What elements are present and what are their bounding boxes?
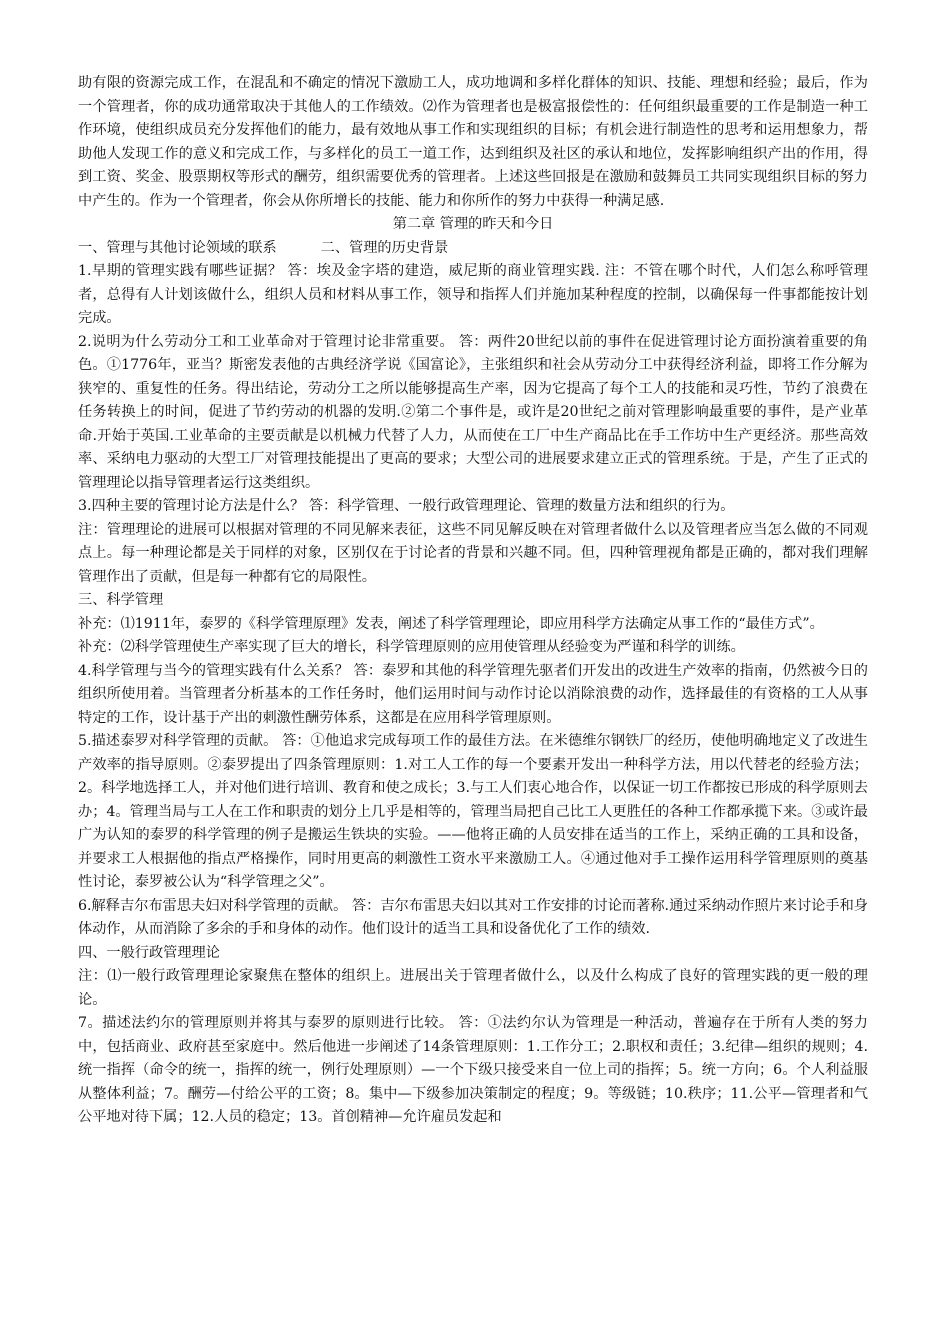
question-2: 2.说明为什么劳动分工和工业革命对于管理讨论非常重要。 答：两件20世纪以前的事件在促进管理讨论方面扮演着重要的角色。①1776年，亚当？斯密发表他的古典经济学说《国富论》，主张组织和社会从劳动分工中获得经济利益，即将工作分解为狭窄的、重复性的任务。得出结论，劳动分工之所以能够提高生产率，因为它提高了每个工人的技能和灵巧性，节约了浪费在任务转换上的时间，促进了节约劳动的机器的发明.②第二个事件是，或许是20世纪之前对管理影响最重要的事件，是产业革命.开始于英国.工业革命的主要贡献是以机械力代替了人力，从而使在工厂中生产商品比在手工作坊中生产更经济。那些高效率、采纳电力驱动的大型工厂对管理技能提出了更高的要求；大型公司的进展要求建立正式的管理系统。于是，产生了正式的管理理论以指导管理者运行这类组织。 [78,333,868,491]
chapter-title: 第二章 管理的昨天和今日 [392,216,554,232]
paragraph-intro: 助有限的资源完成工作，在混乱和不确定的情况下激励工人，成功地调和多样化群体的知识、技能、理想和经验；最后，作为一个管理者，你的成功通常取决于其他人的工作绩效。⑵作为管理者也是极富报偿性的：任何组织最重要的工作是制造一种工作环境，使组织成员充分发挥他们的能力，最有效地从事工作和实现组织的目标；有机会进行制造性的思考和运用想象力，帮助他人发现工作的意义和完成工作，与多样化的员工一道工作，达到组织及社区的承认和地位，发挥影响组织产出的作用，得到工资、奖金、股票期权等形式的酬劳，组织需要优秀的管理者。上述这些回报是在激励和鼓舞员工共同实现组织目标的努力中产生的。作为一个管理者，你会从你所增长的技能、能力和你所作的努力中获得一种满足感. [78,75,868,209]
note-theories: 注：管理理论的进展可以根据对管理的不同见解来表征，这些不同见解反映在对管理者做什么以及管理者应当怎么做的不同观点上。每一种理论都是关于同样的对象，区别仅在于讨论者的背景和兴趣不同。但，四种管理视角都是正确的，都对我们理解管理作出了贡献，但是每一种都有它的局限性。 [78,521,868,585]
question-3: 3.四种主要的管理讨论方法是什么？ 答：科学管理、一般行政管理理论、管理的数量方法和组织的行为。 [78,498,735,514]
document-page [78,72,868,1130]
question-5: 5.描述泰罗对科学管理的贡献。 答：①他追求完成每项工作的最佳方法。在米德维尔钢铁厂的经历，使他明确地定义了改进生产效率的指导原则。②泰罗提出了四条管理原则：1.对工人工作的每一个要素开发出一种科学方法，用以代替老的经验方法；2。科学地选择工人，并对他们进行培训、教育和使之成长；3.与工人们衷心地合作，以保证一切工作都按已形成的科学原则去办；4。管理当局与工人在工作和职责的划分上几乎是相等的，管理当局把自己比工人更胜任的各种工作都承揽下来。③或许最广为认知的泰罗的科学管理的例子是搬运生铁块的实验。——他将正确的人员安排在适当的工作上，采纳正确的工具和设备，并要求工人根据他的指点严格操作，同时用更高的刺激性工资水平来激励工人。④通过他对手工操作运用科学管理原则的奠基性讨论，泰罗被公认为“科学管理之父”。 [78,733,868,890]
supplement-1: 补充：⑴1911年，泰罗的《科学管理原理》发表，阐述了科学管理理论，即应用科学方法确定从事工作的“最佳方式”。 [78,615,824,632]
question-7: 7。描述法约尔的管理原则并将其与泰罗的原则进行比较。 答：①法约尔认为管理是一种活动，普遍存在于所有人类的努力中，包括商业、政府甚至家庭中。然后他进一步阐述了14条管理原则：1.工作分工；2.职权和责任；3.纪律—组织的规则；4.统一指挥（命令的统一，指挥的统一，例行处理原则）—一个下级只接受来自一位上司的指挥；5。统一方向；6。个人利益服从整体利益；7。酬劳—付给公平的工资；8。集中—下级参加决策制定的程度；9。等级链；10.秩序；11.公平—管理者和气公平地对待下属；12.人员的稳定；13。首创精神—允许雇员发起和 [78,1015,868,1125]
section-headings [78,237,868,261]
section-heading-relations: 一、管理与其他讨论领域的联系 [78,239,277,256]
section-heading-scientific: 三、科学管理 [78,592,164,608]
question-6: 6.解释吉尔布雷思夫妇对科学管理的贡献。 答：吉尔布雷思夫妇以其对工作安排的讨论而著称.通过采纳动作照片来讨论手和身体动作，从而消除了多余的手和身体的动作。他们设计的适当工具和设备优化了工作的绩效. [78,897,868,937]
question-1: 1.早期的管理实践有哪些证据？ 答：埃及金字塔的建造，威尼斯的商业管理实践. 注：不管在哪个时代，人们怎么称呼管理者，总得有人计划该做什么，组织人员和材料从事工作，领导和指挥人们并施加某种程度的控制，以确保每一件事都能按计划完成。 [78,263,868,326]
section-heading-history: 二、管理的历史背景 [320,239,449,256]
supplement-2: 补充：⑵科学管理使生产率实现了巨大的增长，科学管理原则的应用使管理从经验变为严谨和科学的训练。 [78,639,745,655]
note-administrative: 注：⑴一般行政管理理论家聚焦在整体的组织上。进展出关于管理者做什么，以及什么构成了良好的管理实践的更一般的理论。 [78,968,868,1008]
section-heading-administrative: 四、一般行政管理理论 [78,944,220,961]
question-4: 4.科学管理与当今的管理实践有什么关系？ 答：泰罗和其他的科学管理先驱者们开发出的改进生产效率的指南，仍然被今日的组织所使用着。当管理者分析基本的工作任务时，他们运用时间与动作讨论以消除浪费的动作，选择最佳的有资格的工人从事特定的工作，设计基于产出的刺激性酬劳体系，这都是在应用科学管理原则。 [78,662,868,726]
